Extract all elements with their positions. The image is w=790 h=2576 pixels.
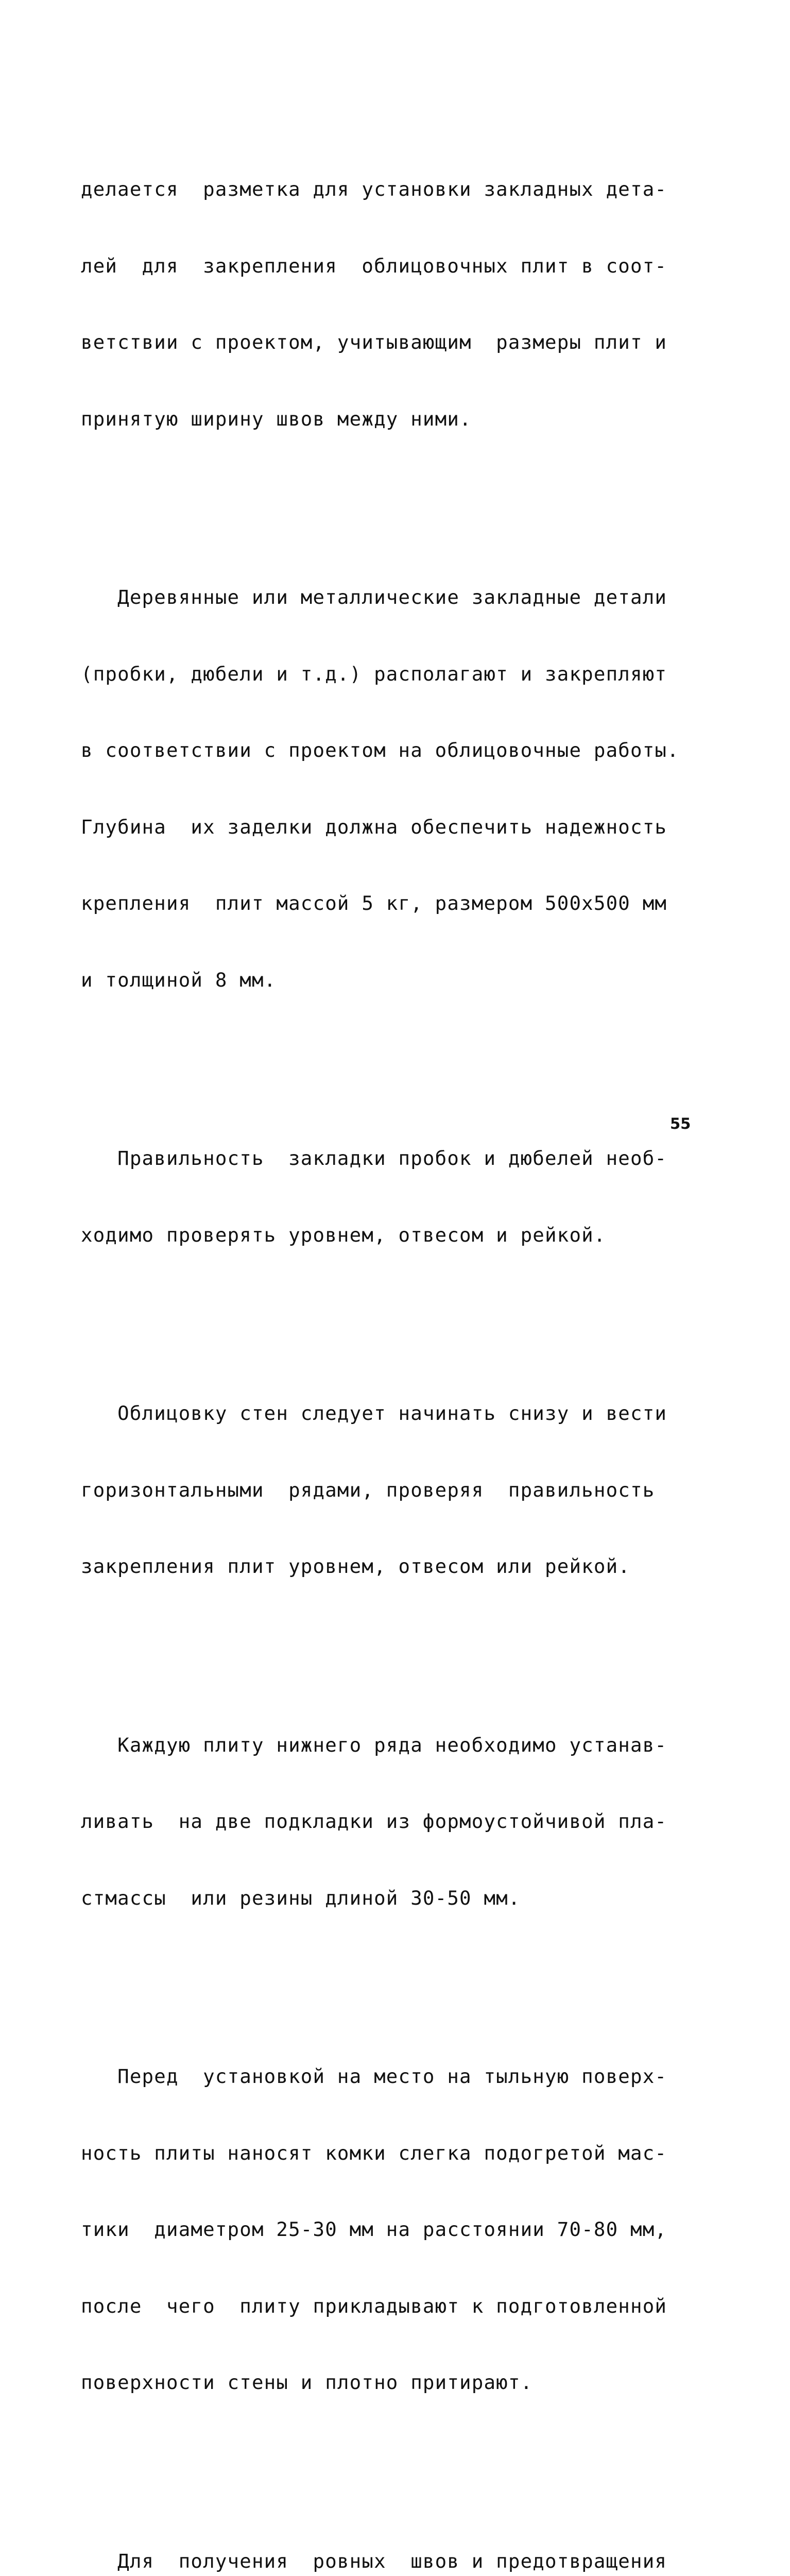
text-line: Перед установкой на место на тыльную поверх- bbox=[81, 2064, 707, 2090]
text-line: ходимо проверять уровнем, отвесом и рейкой. bbox=[81, 1223, 707, 1248]
text-line: закрепления плит уровнем, отвесом или рейкой. bbox=[81, 1554, 707, 1580]
text-line: Деревянные или металлические закладные детали bbox=[81, 585, 707, 611]
text-line: крепления плит массой 5 кг, размером 500x500 мм bbox=[81, 891, 707, 917]
text-line: ветствии с проектом, учитывающим размеры плит и bbox=[81, 330, 707, 355]
text-line: горизонтальными рядами, проверяя правильность bbox=[81, 1478, 707, 1503]
body-text bbox=[81, 75, 707, 2576]
paragraph-3 bbox=[81, 1095, 707, 1299]
text-line: ность плиты наносят комки слегка подогретой мас- bbox=[81, 2141, 707, 2166]
paragraph-4 bbox=[81, 1350, 707, 1631]
text-line: Облицовку стен следует начинать снизу и вести bbox=[81, 1401, 707, 1427]
text-line: стмассы или резины длиной 30-50 мм. bbox=[81, 1886, 707, 1911]
page-number: 55 bbox=[670, 1115, 691, 1132]
paragraph-2 bbox=[81, 534, 707, 1044]
paragraph-5 bbox=[81, 1682, 707, 1962]
paragraph-6 bbox=[81, 2013, 707, 2447]
text-line: Глубина их заделки должна обеспечить надежность bbox=[81, 815, 707, 840]
text-line: ливать на две подкладки из формоустойчивой пла- bbox=[81, 1809, 707, 1835]
text-line: поверхности стены и плотно притирают. bbox=[81, 2370, 707, 2396]
text-line: Правильность закладки пробок и дюбелей необ- bbox=[81, 1146, 707, 1172]
text-line: (пробки, дюбели и т.д.) располагают и закрепляют bbox=[81, 662, 707, 687]
text-line: Каждую плиту нижнего ряда необходимо устанав- bbox=[81, 1733, 707, 1758]
text-line: Для получения ровных швов и предотвращения bbox=[81, 2549, 707, 2574]
text-line: после чего плиту прикладывают к подготовленной bbox=[81, 2294, 707, 2319]
text-line: принятую ширину швов между ними. bbox=[81, 406, 707, 432]
paragraph-1 bbox=[81, 126, 707, 483]
text-line: в соответствии с проектом на облицовочные работы. bbox=[81, 738, 707, 764]
text-line: тики диаметром 25-30 мм на расстоянии 70-80 мм, bbox=[81, 2217, 707, 2243]
document-page bbox=[0, 0, 790, 1217]
text-line: лей для закрепления облицовочных плит в соот- bbox=[81, 253, 707, 279]
paragraph-7 bbox=[81, 2498, 707, 2576]
text-line: делается разметка для установки закладных дета- bbox=[81, 177, 707, 202]
text-line: и толщиной 8 мм. bbox=[81, 968, 707, 993]
